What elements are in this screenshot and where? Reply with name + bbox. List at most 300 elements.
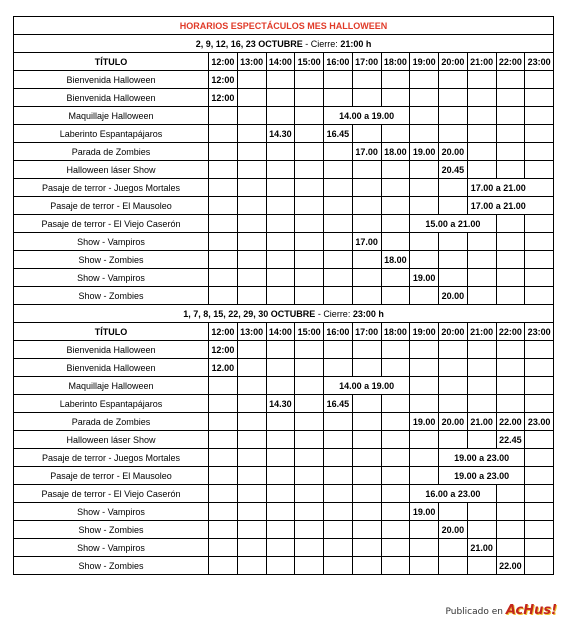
empty-cell xyxy=(496,341,525,359)
empty-cell xyxy=(352,341,381,359)
empty-cell xyxy=(410,431,439,449)
time-cell: 12:00 xyxy=(209,89,238,107)
empty-cell xyxy=(439,125,468,143)
schedule-row xyxy=(14,395,554,413)
time-cell: 17.00 xyxy=(352,143,381,161)
hour-header: 20:00 xyxy=(439,53,468,71)
time-cell: 20.00 xyxy=(439,287,468,305)
time-cell: 21.00 xyxy=(467,413,496,431)
empty-cell xyxy=(209,287,238,305)
empty-cell xyxy=(209,107,238,125)
empty-cell xyxy=(209,125,238,143)
empty-cell xyxy=(496,269,525,287)
show-name: Bienvenida Halloween xyxy=(14,89,209,107)
empty-cell xyxy=(295,557,324,575)
band-dates: 2, 9, 12, 16, 23 OCTUBRE xyxy=(195,38,303,49)
show-name: Pasaje de terror - Juegos Mortales xyxy=(14,449,209,467)
empty-cell xyxy=(439,539,468,557)
time-cell: 14.30 xyxy=(266,395,295,413)
time-cell: 19.00 xyxy=(410,503,439,521)
empty-cell xyxy=(266,485,295,503)
empty-cell xyxy=(381,161,410,179)
publisher-credit xyxy=(445,603,557,618)
empty-cell xyxy=(237,485,266,503)
empty-cell xyxy=(324,233,353,251)
hour-header: 16:00 xyxy=(324,53,353,71)
empty-cell xyxy=(410,449,439,467)
time-cell: 19.00 xyxy=(410,269,439,287)
empty-cell xyxy=(324,449,353,467)
empty-cell xyxy=(209,521,238,539)
empty-cell xyxy=(410,179,439,197)
empty-cell xyxy=(352,413,381,431)
schedule-row xyxy=(14,161,554,179)
empty-cell xyxy=(467,233,496,251)
empty-cell xyxy=(209,197,238,215)
empty-cell xyxy=(266,107,295,125)
hour-header: 12:00 xyxy=(209,53,238,71)
empty-cell xyxy=(467,251,496,269)
empty-cell xyxy=(295,503,324,521)
empty-cell xyxy=(381,215,410,233)
empty-cell xyxy=(352,179,381,197)
empty-cell xyxy=(381,341,410,359)
empty-cell xyxy=(266,251,295,269)
empty-cell xyxy=(525,485,554,503)
empty-cell xyxy=(496,503,525,521)
empty-cell xyxy=(237,467,266,485)
page-title: HORARIOS ESPECTÁCULOS MES HALLOWEEN xyxy=(14,17,554,35)
empty-cell xyxy=(266,197,295,215)
column-header-title: TÍTULO xyxy=(14,323,209,341)
empty-cell xyxy=(467,71,496,89)
empty-cell xyxy=(439,71,468,89)
empty-cell xyxy=(295,395,324,413)
schedule-row xyxy=(14,179,554,197)
show-name: Show - Zombies xyxy=(14,287,209,305)
empty-cell xyxy=(209,215,238,233)
time-cell: 15.00 a 21.00 xyxy=(410,215,496,233)
empty-cell xyxy=(324,197,353,215)
show-name: Show - Vampiros xyxy=(14,233,209,251)
empty-cell xyxy=(439,269,468,287)
time-cell: 22.00 xyxy=(496,557,525,575)
empty-cell xyxy=(324,251,353,269)
empty-cell xyxy=(525,377,554,395)
empty-cell xyxy=(381,359,410,377)
credit-prefix: Publicado en xyxy=(445,607,503,617)
schedule-row xyxy=(14,233,554,251)
empty-cell xyxy=(525,395,554,413)
time-cell: 14.30 xyxy=(266,125,295,143)
empty-cell xyxy=(525,269,554,287)
empty-cell xyxy=(209,449,238,467)
hour-header: 13:00 xyxy=(237,53,266,71)
empty-cell xyxy=(295,179,324,197)
schedule-row xyxy=(14,287,554,305)
schedule-row xyxy=(14,197,554,215)
empty-cell xyxy=(439,233,468,251)
show-name: Show - Vampiros xyxy=(14,539,209,557)
empty-cell xyxy=(525,557,554,575)
empty-cell xyxy=(324,161,353,179)
show-name: Show - Vampiros xyxy=(14,269,209,287)
empty-cell xyxy=(266,233,295,251)
hour-header: 22:00 xyxy=(496,53,525,71)
empty-cell xyxy=(209,233,238,251)
time-cell: 18.00 xyxy=(381,251,410,269)
show-name: Show - Zombies xyxy=(14,557,209,575)
empty-cell xyxy=(496,287,525,305)
achus-logo: AcHus! xyxy=(505,603,557,618)
empty-cell xyxy=(496,143,525,161)
schedule-row xyxy=(14,413,554,431)
hour-header: 12:00 xyxy=(209,323,238,341)
empty-cell xyxy=(237,251,266,269)
empty-cell xyxy=(209,557,238,575)
empty-cell xyxy=(525,467,554,485)
empty-cell xyxy=(467,161,496,179)
empty-cell xyxy=(352,467,381,485)
time-cell: 23.00 xyxy=(525,413,554,431)
header-row xyxy=(14,323,554,341)
empty-cell xyxy=(237,143,266,161)
closing-label: Cierre: xyxy=(323,308,353,319)
time-cell: 20.00 xyxy=(439,521,468,539)
empty-cell xyxy=(352,449,381,467)
empty-cell xyxy=(439,251,468,269)
schedule-row xyxy=(14,359,554,377)
empty-cell xyxy=(496,71,525,89)
empty-cell xyxy=(496,521,525,539)
empty-cell xyxy=(324,341,353,359)
empty-cell xyxy=(295,143,324,161)
closing-label: Cierre: xyxy=(310,38,341,49)
empty-cell xyxy=(381,269,410,287)
empty-cell xyxy=(525,449,554,467)
empty-cell xyxy=(496,395,525,413)
empty-cell xyxy=(352,215,381,233)
empty-cell xyxy=(352,485,381,503)
show-name: Laberinto Espantapájaros xyxy=(14,125,209,143)
show-name: Pasaje de terror - El Viejo Caserón xyxy=(14,485,209,503)
empty-cell xyxy=(237,539,266,557)
hour-header: 20:00 xyxy=(439,323,468,341)
column-header-title: TÍTULO xyxy=(14,53,209,71)
empty-cell xyxy=(439,341,468,359)
empty-cell xyxy=(410,521,439,539)
empty-cell xyxy=(209,431,238,449)
empty-cell xyxy=(237,179,266,197)
time-cell: 17.00 xyxy=(352,233,381,251)
empty-cell xyxy=(381,467,410,485)
empty-cell xyxy=(237,197,266,215)
empty-cell xyxy=(525,431,554,449)
schedule-row xyxy=(14,125,554,143)
empty-cell xyxy=(381,413,410,431)
band-separator: - xyxy=(315,308,324,319)
empty-cell xyxy=(295,269,324,287)
empty-cell xyxy=(209,539,238,557)
empty-cell xyxy=(209,251,238,269)
empty-cell xyxy=(295,251,324,269)
empty-cell xyxy=(496,377,525,395)
empty-cell xyxy=(266,143,295,161)
empty-cell xyxy=(467,341,496,359)
show-name: Show - Zombies xyxy=(14,521,209,539)
empty-cell xyxy=(295,449,324,467)
schedule-row xyxy=(14,449,554,467)
empty-cell xyxy=(525,143,554,161)
empty-cell xyxy=(352,197,381,215)
schedule-row xyxy=(14,485,554,503)
empty-cell xyxy=(295,107,324,125)
band-dates: 1, 7, 8, 15, 22, 29, 30 OCTUBRE xyxy=(183,308,316,319)
empty-cell xyxy=(525,89,554,107)
schedule-row xyxy=(14,107,554,125)
empty-cell xyxy=(467,395,496,413)
empty-cell xyxy=(352,521,381,539)
empty-cell xyxy=(209,377,238,395)
empty-cell xyxy=(324,521,353,539)
show-name: Maquillaje Halloween xyxy=(14,377,209,395)
time-cell: 19.00 xyxy=(410,413,439,431)
empty-cell xyxy=(324,179,353,197)
empty-cell xyxy=(237,413,266,431)
empty-cell xyxy=(496,89,525,107)
empty-cell xyxy=(352,359,381,377)
time-cell: 14.00 a 19.00 xyxy=(324,107,410,125)
empty-cell xyxy=(295,287,324,305)
empty-cell xyxy=(266,467,295,485)
title-row xyxy=(14,17,554,35)
show-name: Parada de Zombies xyxy=(14,143,209,161)
show-name: Pasaje de terror - El Mausoleo xyxy=(14,467,209,485)
empty-cell xyxy=(525,287,554,305)
schedule-row xyxy=(14,521,554,539)
empty-cell xyxy=(237,557,266,575)
schedule-row xyxy=(14,503,554,521)
hour-header: 21:00 xyxy=(467,53,496,71)
date-band-row xyxy=(14,305,554,323)
empty-cell xyxy=(410,251,439,269)
empty-cell xyxy=(467,431,496,449)
schedule-row xyxy=(14,269,554,287)
hour-header: 18:00 xyxy=(381,53,410,71)
empty-cell xyxy=(381,521,410,539)
empty-cell xyxy=(209,503,238,521)
empty-cell xyxy=(352,125,381,143)
empty-cell xyxy=(439,503,468,521)
show-name: Halloween láser Show xyxy=(14,431,209,449)
empty-cell xyxy=(237,431,266,449)
empty-cell xyxy=(496,125,525,143)
time-cell: 17.00 a 21.00 xyxy=(467,179,553,197)
empty-cell xyxy=(496,485,525,503)
empty-cell xyxy=(209,161,238,179)
empty-cell xyxy=(266,341,295,359)
hour-header: 23:00 xyxy=(525,53,554,71)
time-cell: 22.00 xyxy=(496,413,525,431)
empty-cell xyxy=(237,521,266,539)
empty-cell xyxy=(324,413,353,431)
schedule-row xyxy=(14,341,554,359)
empty-cell xyxy=(324,215,353,233)
empty-cell xyxy=(266,539,295,557)
empty-cell xyxy=(266,377,295,395)
empty-cell xyxy=(352,71,381,89)
empty-cell xyxy=(237,89,266,107)
empty-cell xyxy=(410,287,439,305)
empty-cell xyxy=(439,395,468,413)
empty-cell xyxy=(237,233,266,251)
date-band xyxy=(14,35,554,53)
schedule-row xyxy=(14,467,554,485)
empty-cell xyxy=(525,521,554,539)
empty-cell xyxy=(209,413,238,431)
time-cell: 16.45 xyxy=(324,125,353,143)
hour-header: 22:00 xyxy=(496,323,525,341)
empty-cell xyxy=(467,269,496,287)
empty-cell xyxy=(266,521,295,539)
hour-header: 21:00 xyxy=(467,323,496,341)
empty-cell xyxy=(496,215,525,233)
schedule-table xyxy=(13,16,554,575)
empty-cell xyxy=(410,377,439,395)
empty-cell xyxy=(410,395,439,413)
empty-cell xyxy=(295,89,324,107)
empty-cell xyxy=(381,539,410,557)
empty-cell xyxy=(324,431,353,449)
time-cell: 16.45 xyxy=(324,395,353,413)
empty-cell xyxy=(496,161,525,179)
empty-cell xyxy=(295,197,324,215)
empty-cell xyxy=(266,413,295,431)
empty-cell xyxy=(209,269,238,287)
empty-cell xyxy=(467,287,496,305)
empty-cell xyxy=(381,287,410,305)
empty-cell xyxy=(381,431,410,449)
empty-cell xyxy=(352,269,381,287)
hour-header: 16:00 xyxy=(324,323,353,341)
empty-cell xyxy=(525,233,554,251)
empty-cell xyxy=(209,485,238,503)
empty-cell xyxy=(410,161,439,179)
schedule-row xyxy=(14,143,554,161)
time-cell: 18.00 xyxy=(381,143,410,161)
show-name: Bienvenida Halloween xyxy=(14,341,209,359)
empty-cell xyxy=(525,251,554,269)
empty-cell xyxy=(237,377,266,395)
show-name: Show - Zombies xyxy=(14,251,209,269)
hour-header: 15:00 xyxy=(295,53,324,71)
empty-cell xyxy=(410,197,439,215)
empty-cell xyxy=(266,161,295,179)
empty-cell xyxy=(496,107,525,125)
empty-cell xyxy=(381,71,410,89)
hour-header: 23:00 xyxy=(525,323,554,341)
date-band-row xyxy=(14,35,554,53)
empty-cell xyxy=(324,539,353,557)
empty-cell xyxy=(352,395,381,413)
hour-header: 14:00 xyxy=(266,323,295,341)
empty-cell xyxy=(352,89,381,107)
empty-cell xyxy=(324,503,353,521)
schedule-row xyxy=(14,251,554,269)
empty-cell xyxy=(295,431,324,449)
show-name: Bienvenida Halloween xyxy=(14,359,209,377)
closing-time: 21:00 h xyxy=(340,38,372,49)
empty-cell xyxy=(295,413,324,431)
date-band xyxy=(14,305,554,323)
empty-cell xyxy=(439,359,468,377)
empty-cell xyxy=(439,431,468,449)
empty-cell xyxy=(496,251,525,269)
empty-cell xyxy=(352,557,381,575)
time-cell: 21.00 xyxy=(467,539,496,557)
empty-cell xyxy=(496,539,525,557)
empty-cell xyxy=(324,359,353,377)
empty-cell xyxy=(525,539,554,557)
time-cell: 20.45 xyxy=(439,161,468,179)
hour-header: 13:00 xyxy=(237,323,266,341)
empty-cell xyxy=(237,359,266,377)
empty-cell xyxy=(410,107,439,125)
empty-cell xyxy=(237,161,266,179)
empty-cell xyxy=(295,71,324,89)
empty-cell xyxy=(439,377,468,395)
hour-header: 18:00 xyxy=(381,323,410,341)
empty-cell xyxy=(237,503,266,521)
empty-cell xyxy=(237,125,266,143)
empty-cell xyxy=(467,107,496,125)
empty-cell xyxy=(324,557,353,575)
header-row xyxy=(14,53,554,71)
schedule-sheet xyxy=(13,16,553,575)
empty-cell xyxy=(266,287,295,305)
empty-cell xyxy=(266,449,295,467)
hour-header: 19:00 xyxy=(410,323,439,341)
empty-cell xyxy=(410,539,439,557)
empty-cell xyxy=(525,161,554,179)
empty-cell xyxy=(525,125,554,143)
empty-cell xyxy=(496,359,525,377)
empty-cell xyxy=(467,89,496,107)
empty-cell xyxy=(352,431,381,449)
empty-cell xyxy=(381,449,410,467)
show-name: Halloween láser Show xyxy=(14,161,209,179)
empty-cell xyxy=(352,539,381,557)
empty-cell xyxy=(525,359,554,377)
empty-cell xyxy=(410,233,439,251)
empty-cell xyxy=(496,233,525,251)
empty-cell xyxy=(324,143,353,161)
empty-cell xyxy=(467,125,496,143)
schedule-row xyxy=(14,377,554,395)
empty-cell xyxy=(381,89,410,107)
empty-cell xyxy=(295,521,324,539)
empty-cell xyxy=(237,71,266,89)
empty-cell xyxy=(381,395,410,413)
empty-cell xyxy=(324,485,353,503)
empty-cell xyxy=(295,467,324,485)
empty-cell xyxy=(266,359,295,377)
empty-cell xyxy=(525,341,554,359)
empty-cell xyxy=(266,215,295,233)
empty-cell xyxy=(352,287,381,305)
empty-cell xyxy=(324,269,353,287)
empty-cell xyxy=(410,341,439,359)
